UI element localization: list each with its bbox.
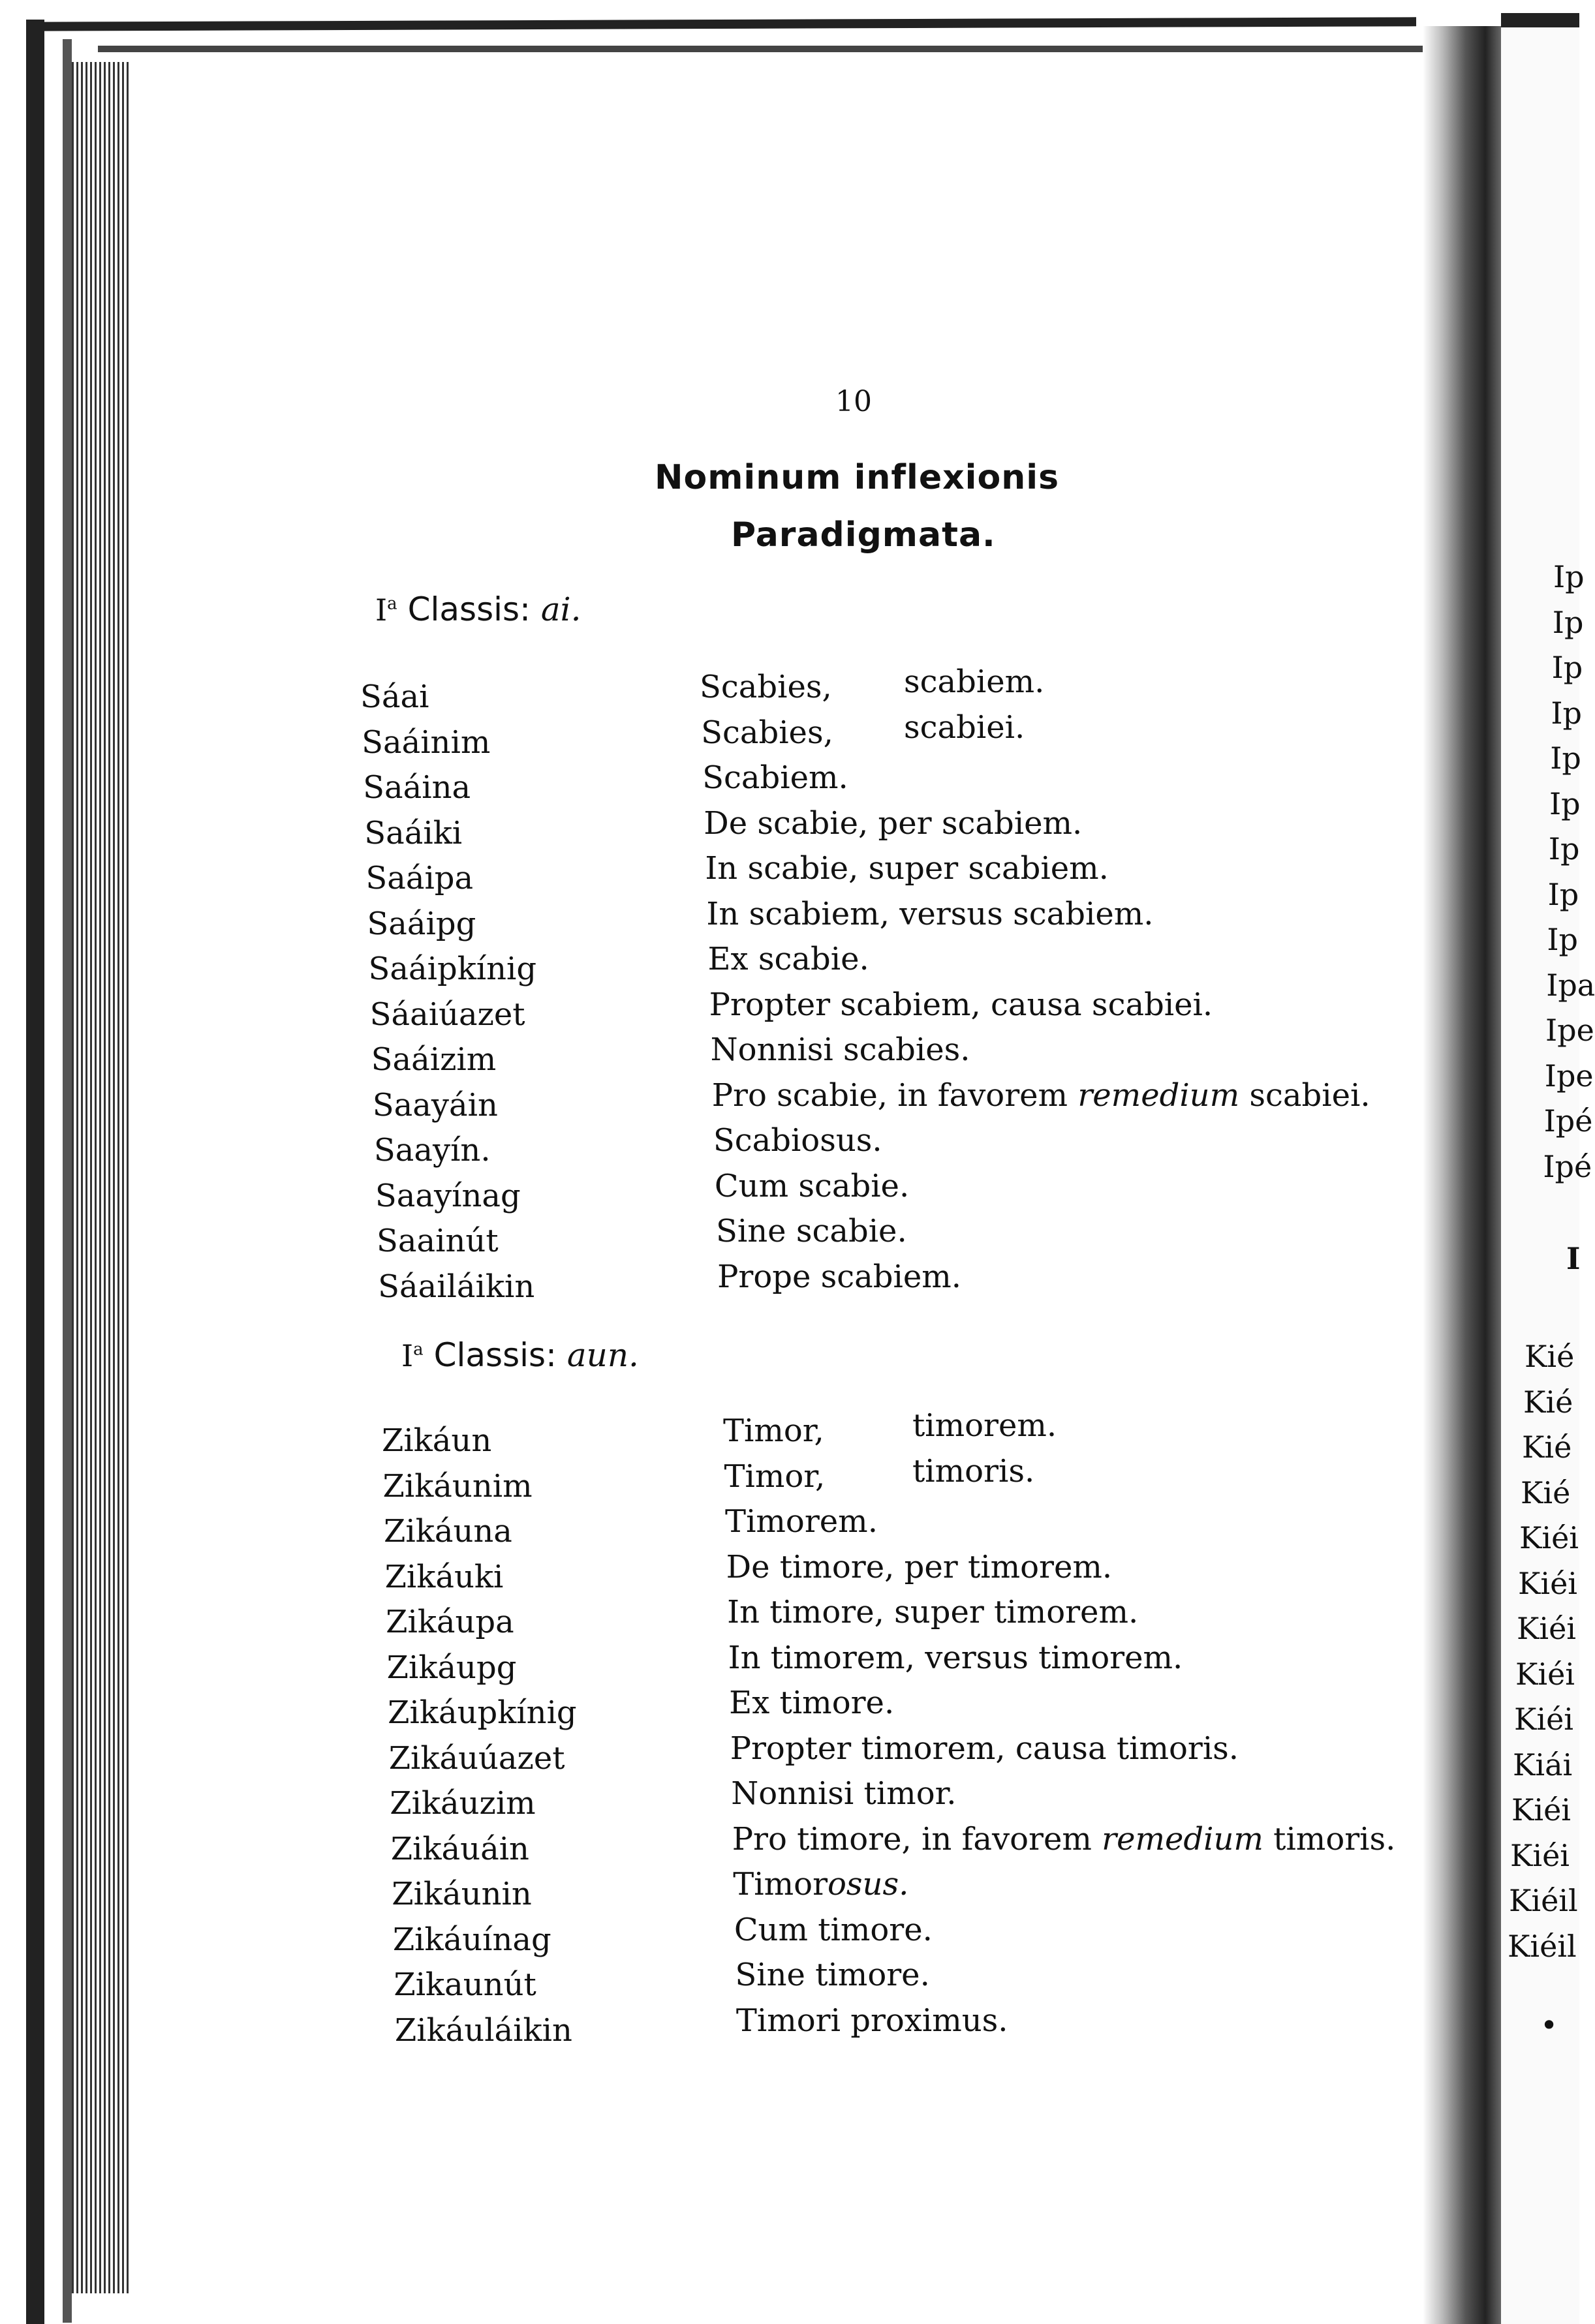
translation-text: Ex timore. (729, 1685, 895, 1721)
translation-12 (734, 1912, 933, 1948)
facing-line: Ip (1551, 650, 1583, 685)
translation-1-second: scabiem. (904, 664, 1045, 700)
translation-text: Propter timorem, causa timoris. (730, 1730, 1239, 1767)
translation-text: Scabiem. (702, 759, 848, 796)
facing-line: Ipe (1544, 1058, 1594, 1093)
form-7: Saáipkínig (368, 951, 537, 987)
form-10: Saayáin (372, 1086, 498, 1124)
form-9: Saáizim (371, 1041, 497, 1078)
translation-italic: osus. (828, 1866, 909, 1903)
facing-line: Kiéil (1508, 1928, 1577, 1964)
translation-text: Nonnisi timor. (731, 1775, 957, 1812)
form-6: Zikáupg (386, 1649, 517, 1686)
translation-9 (711, 1032, 970, 1068)
facing-line: Ipa (1546, 967, 1595, 1003)
section-classis: Classis: (423, 1336, 567, 1374)
translation-10 (712, 1077, 1370, 1114)
translation-8 (730, 1730, 1239, 1767)
translation-7 (729, 1685, 894, 1721)
facing-line: Kiéi (1514, 1702, 1574, 1737)
facing-line: Ip (1552, 604, 1584, 640)
form-3: Saáina (363, 769, 471, 806)
scan-frame-top-right (1501, 13, 1579, 27)
section-heading (401, 1336, 639, 1374)
page-number: 10 (835, 385, 872, 418)
translation-11 (713, 1122, 882, 1159)
facing-line: Ip (1549, 786, 1581, 821)
book-top-edge (98, 46, 1429, 52)
translation-13 (735, 1957, 929, 1993)
translation-10 (732, 1821, 1396, 1858)
form-12: Zikáuínag (392, 1921, 551, 1958)
translation-5 (705, 850, 1109, 887)
translation-2-second: timoris. (912, 1452, 1035, 1490)
facing-line: Kiéi (1519, 1520, 1579, 1555)
translation-text: Cum timore. (734, 1911, 933, 1948)
translation-text: In timore, super timorem. (727, 1594, 1139, 1630)
facing-line: Kié (1523, 1384, 1573, 1420)
translation-8 (709, 986, 1213, 1023)
facing-line: Kiái (1513, 1747, 1573, 1782)
facing-line: Kiéi (1517, 1611, 1577, 1646)
translation-3 (702, 759, 848, 796)
translation-text: Timor, (724, 1458, 826, 1495)
translation-1-second: timorem. (912, 1407, 1057, 1444)
facing-line: Kié (1521, 1475, 1571, 1510)
form-14: Sáailáikin (378, 1268, 535, 1305)
facing-bullet: • (1540, 2008, 1558, 2043)
translation-11 (733, 1866, 908, 1903)
facing-line: Kié (1525, 1339, 1575, 1374)
translation-13 (716, 1213, 907, 1249)
facing-line: Kiéi (1511, 1792, 1572, 1827)
translation-text: De scabie, per scabiem. (704, 804, 1083, 842)
facing-line: Ipé (1543, 1103, 1593, 1139)
form-2: Saáinim (362, 724, 491, 761)
section-roman-sup: a (387, 594, 397, 614)
translation-5 (727, 1594, 1138, 1630)
form-1: Sáai (360, 679, 429, 715)
scan-frame-left (26, 20, 44, 2324)
facing-section-mark: I (1566, 1241, 1581, 1276)
translation-italic: remedium (1102, 1820, 1263, 1858)
form-9: Zikáuzim (390, 1785, 536, 1822)
translation-4 (704, 805, 1082, 842)
form-4: Saáiki (364, 814, 463, 851)
book-gutter (1423, 26, 1501, 2324)
facing-line: Ip (1547, 922, 1579, 957)
form-13: Zikaunút (394, 1966, 536, 2003)
translation-2 (701, 714, 833, 751)
translation-3 (725, 1503, 878, 1540)
facing-line: Ipe (1545, 1013, 1594, 1048)
facing-line: Kiéi (1518, 1565, 1578, 1601)
facing-page (1501, 27, 1595, 2324)
translation-text: Timori proximus. (736, 2002, 1008, 2039)
form-5: Zikáupa (386, 1604, 514, 1640)
page-heading-line2: Paradigmata. (731, 515, 996, 555)
section-roman-sup: a (413, 1339, 424, 1360)
page-heading-line1: Nominum inflexionis (655, 458, 1060, 497)
form-14: Zikáuláikin (394, 2011, 572, 2049)
translation-text: Prope scabiem. (717, 1258, 962, 1295)
section-classis: Classis: (397, 590, 541, 628)
translation-2-second: scabiei. (904, 709, 1025, 746)
form-12: Saayínag (375, 1177, 521, 1214)
facing-line: Kiéil (1509, 1883, 1578, 1918)
form-10: Zikáuáin (390, 1830, 529, 1867)
facing-line: Kiéi (1510, 1837, 1570, 1873)
translation-7 (708, 941, 869, 977)
translation-12 (715, 1168, 909, 1204)
translation-text: Timor, (723, 1413, 824, 1449)
scan-frame-top (26, 17, 1416, 31)
translation-text: Ex scabie. (707, 941, 869, 977)
translation-text: Propter scabiem, causa scabiei. (709, 986, 1213, 1023)
translation-14 (717, 1259, 961, 1295)
facing-line: Ip (1548, 831, 1580, 866)
facing-line: Kié (1522, 1430, 1572, 1465)
translation-1 (723, 1413, 824, 1449)
translation-text: Pro scabie, in favorem (711, 1077, 1078, 1114)
translation-1 (700, 669, 832, 705)
translation-text: Pro timore, in favorem (732, 1820, 1102, 1858)
translation-text: Scabies, (701, 714, 833, 751)
translation-text: Nonnisi scabies. (710, 1032, 970, 1068)
form-13: Saainút (377, 1223, 499, 1259)
form-1: Zikáun (382, 1422, 492, 1459)
translation-6 (706, 896, 1153, 932)
facing-line: Kiéi (1515, 1656, 1575, 1692)
form-7: Zikáupkínig (388, 1694, 577, 1731)
book-cover-edge (63, 39, 72, 2323)
facing-line: Ip (1547, 876, 1579, 912)
translation-text-end: timoris. (1263, 1820, 1396, 1858)
translation-text: De timore, per timorem. (726, 1548, 1113, 1585)
form-8: Sáaiúazet (369, 996, 525, 1033)
translation-text: Scabiosus. (713, 1122, 882, 1159)
section-roman: I (375, 592, 388, 628)
section-suffix: ai. (540, 590, 581, 628)
translation-text-end: scabiei. (1239, 1077, 1370, 1114)
facing-line: Ip (1550, 741, 1581, 776)
section-roman: I (401, 1338, 414, 1373)
translation-text: Cum scabie. (714, 1167, 910, 1204)
form-4: Zikáuki (384, 1558, 504, 1595)
form-5: Saáipa (365, 860, 474, 896)
translation-italic: remedium (1077, 1077, 1240, 1114)
section-suffix: aun. (566, 1336, 639, 1374)
facing-line: Ip (1553, 559, 1585, 594)
form-11: Saayín. (373, 1132, 491, 1169)
translation-9 (731, 1775, 956, 1812)
form-6: Saáipg (367, 905, 476, 942)
facing-line: Ip (1551, 695, 1583, 731)
facing-line: Ipé (1543, 1148, 1592, 1184)
translation-text: Sine timore. (735, 1957, 930, 1993)
translation-14 (736, 2002, 1008, 2039)
translation-6 (728, 1640, 1183, 1676)
translation-2 (724, 1458, 826, 1495)
translation-text: In scabie, super scabiem. (705, 850, 1109, 887)
translation-text: Timorem. (725, 1503, 878, 1540)
translation-text: Scabies, (700, 669, 832, 705)
translation-text: Timor (733, 1866, 828, 1903)
section-heading (375, 590, 581, 628)
form-3: Zikáuna (384, 1513, 512, 1550)
form-8: Zikáuúazet (388, 1739, 565, 1777)
translation-text: Sine scabie. (716, 1213, 907, 1249)
form-11: Zikáunin (392, 1876, 532, 1912)
translation-text: In timorem, versus timorem. (728, 1639, 1183, 1676)
translation-4 (726, 1549, 1113, 1585)
translation-text: In scabiem, versus scabiem. (706, 895, 1154, 932)
page-stack-edge (72, 62, 131, 2293)
form-2: Zikáunim (382, 1467, 533, 1505)
